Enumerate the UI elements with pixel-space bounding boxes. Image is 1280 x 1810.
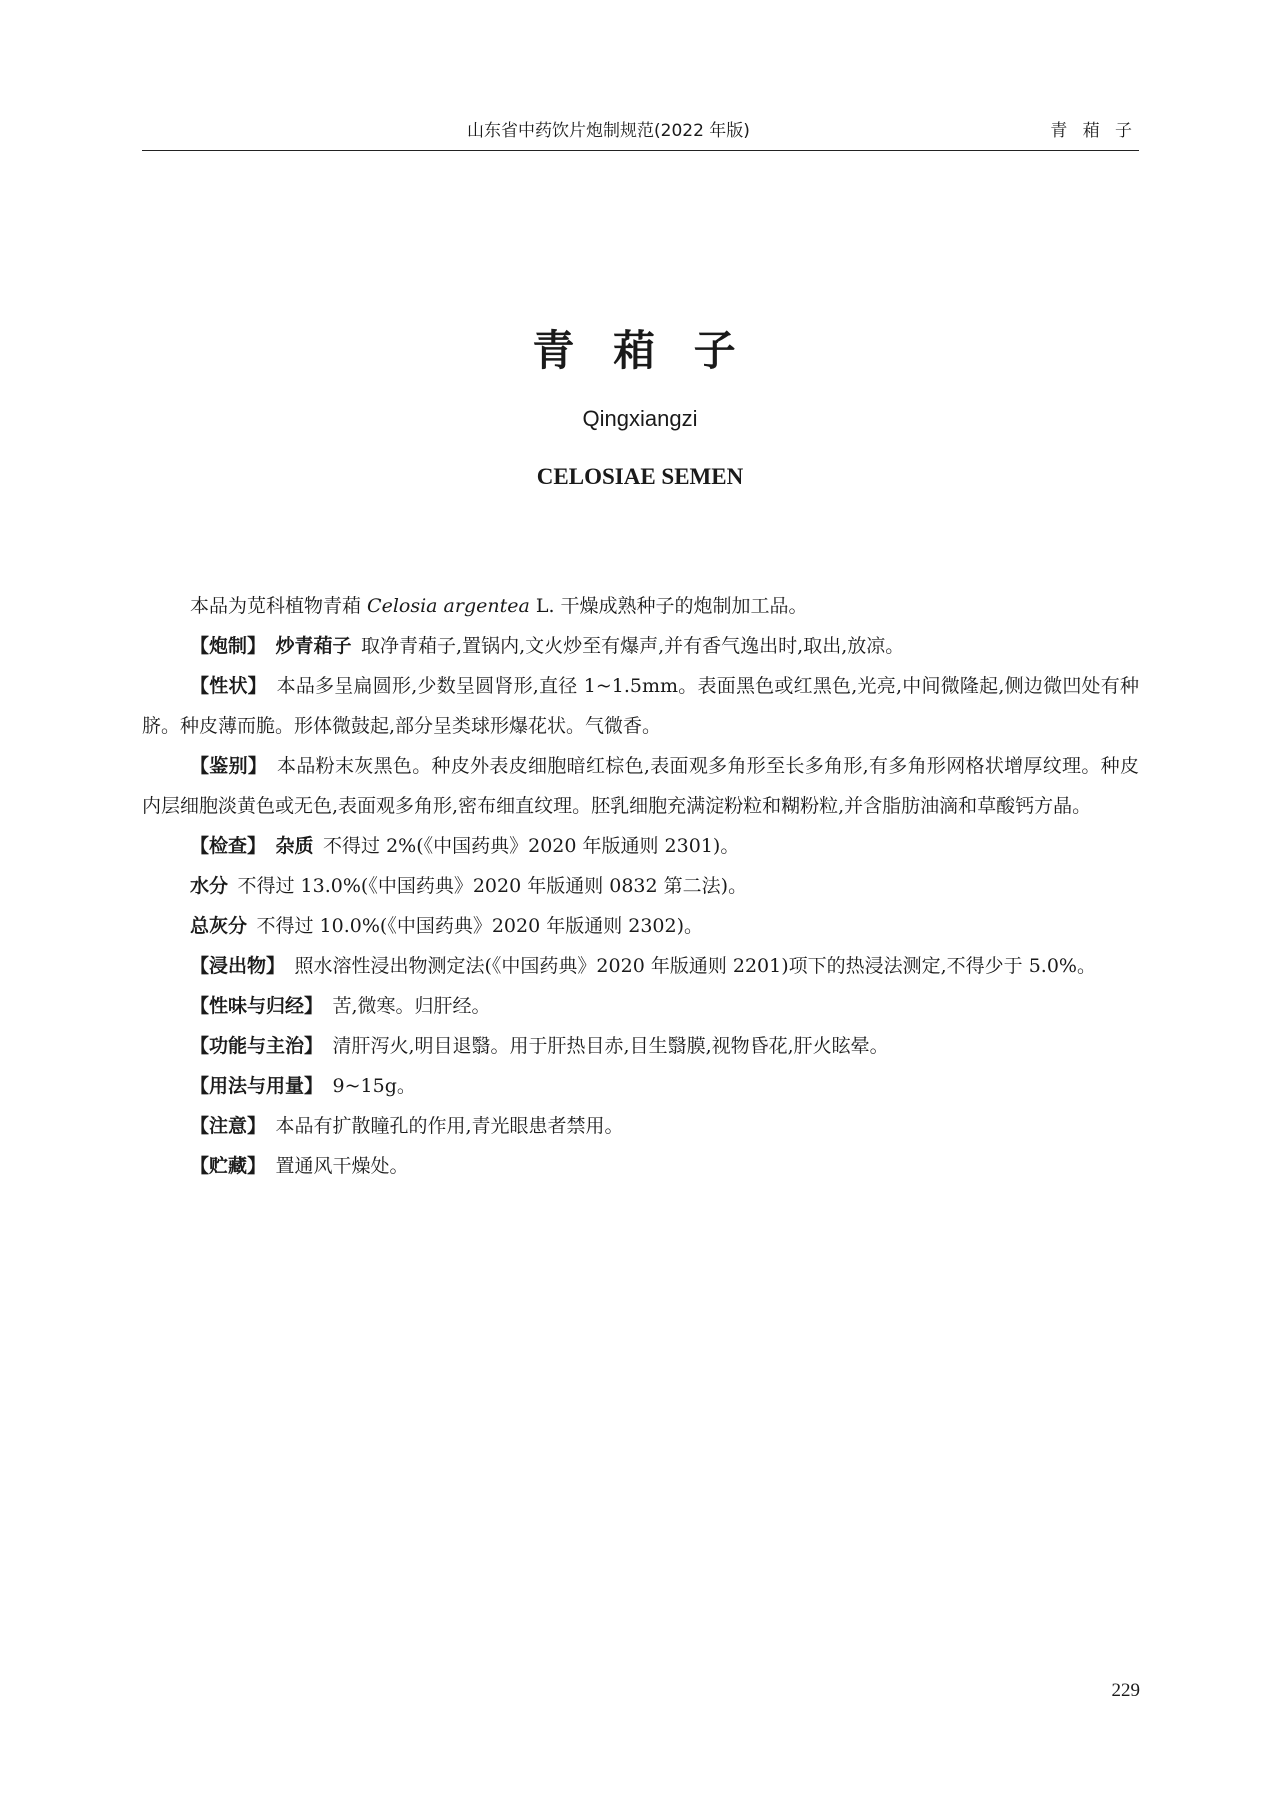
page-number: 229 [1111, 1680, 1140, 1701]
running-title: 青 葙 子 [1050, 121, 1137, 141]
section-text: 取净青葙子,置锅内,文火炒至有爆声,并有香气逸出时,取出,放凉。 [361, 635, 905, 657]
section-text: 不得过 10.0%(《中国药典》2020 年版通则 2302)。 [256, 915, 704, 937]
section-text: 本品多呈扁圆形,少数呈圆肾形,直径 1~1.5mm。表面黑色或红黑色,光亮,中间微隆起,侧边微凹处有种脐。种皮薄而脆。形体微鼓起,部分呈类球形爆花状。气微香。 [142, 675, 1139, 737]
section-sublabel: 水分 [190, 875, 229, 897]
section-label: 【贮藏】 [190, 1155, 267, 1177]
book-title: 山东省中药饮片炮制规范(2022 年版) [467, 121, 750, 141]
section-label: 【检查】 [190, 835, 267, 857]
section-zhucang [142, 1146, 1139, 1186]
section-label: 【注意】 [190, 1115, 267, 1137]
section-gongneng [142, 1026, 1139, 1066]
section-text: 照水溶性浸出物测定法(《中国药典》2020 年版通则 2201)项下的热浸法测定,不得少于 5.0%。 [294, 955, 1096, 977]
entry-latin-name: CELOSIAE SEMEN [536, 464, 744, 489]
intro-text-end: L. 干燥成熟种子的炮制加工品。 [529, 595, 808, 617]
section-zonghuifen [142, 906, 1139, 946]
section-label: 【性味与归经】 [190, 995, 324, 1017]
section-text: 本品有扩散瞳孔的作用,青光眼患者禁用。 [275, 1115, 624, 1137]
section-shuifen [142, 866, 1139, 906]
section-sublabel: 杂质 [275, 835, 314, 857]
section-jinchuwu [142, 946, 1139, 986]
section-jianbie [142, 746, 1139, 826]
section-sublabel: 炒青葙子 [275, 635, 352, 657]
section-label: 【浸出物】 [190, 955, 286, 977]
section-yongfa [142, 1066, 1139, 1106]
section-label: 【用法与用量】 [190, 1075, 324, 1097]
entry-title: 青 葙 子 [532, 326, 748, 375]
section-text: 本品粉末灰黑色。种皮外表皮细胞暗红棕色,表面观多角形至长多角形,有多角形网格状增厚纹理。种皮内层细胞淡黄色或无色,表面观多角形,密布细直纹理。胚乳细胞充满淀粉粒和糊粉粒,并含脂肪油滴和草酸钙方晶。 [142, 755, 1139, 817]
section-label: 【鉴别】 [190, 755, 268, 777]
section-sublabel: 总灰分 [190, 915, 248, 937]
section-text: 不得过 2%(《中国药典》2020 年版通则 2301)。 [323, 835, 740, 857]
intro-paragraph [142, 586, 1139, 626]
monograph-body [142, 586, 1139, 1186]
running-header [142, 108, 1139, 151]
section-label: 【炮制】 [190, 635, 267, 657]
species-name: Celosia argentea [367, 595, 530, 617]
section-label: 【功能与主治】 [190, 1035, 324, 1057]
section-text: 苦,微寒。归肝经。 [332, 995, 491, 1017]
section-xingwei [142, 986, 1139, 1026]
section-text: 9~15g。 [332, 1075, 416, 1097]
section-text: 清肝泻火,明目退翳。用于肝热目赤,目生翳膜,视物昏花,肝火眩晕。 [332, 1035, 889, 1057]
section-zhuyi [142, 1106, 1139, 1146]
section-jiancha [142, 826, 1139, 866]
intro-text: 本品为苋科植物青葙 [190, 595, 368, 617]
section-label: 【性状】 [190, 675, 267, 697]
section-text: 不得过 13.0%(《中国药典》2020 年版通则 0832 第二法)。 [237, 875, 748, 897]
section-text: 置通风干燥处。 [275, 1155, 409, 1177]
section-xingzhuang [142, 666, 1139, 746]
section-paozhi [142, 626, 1139, 666]
entry-pinyin: Qingxiangzi [582, 406, 698, 431]
